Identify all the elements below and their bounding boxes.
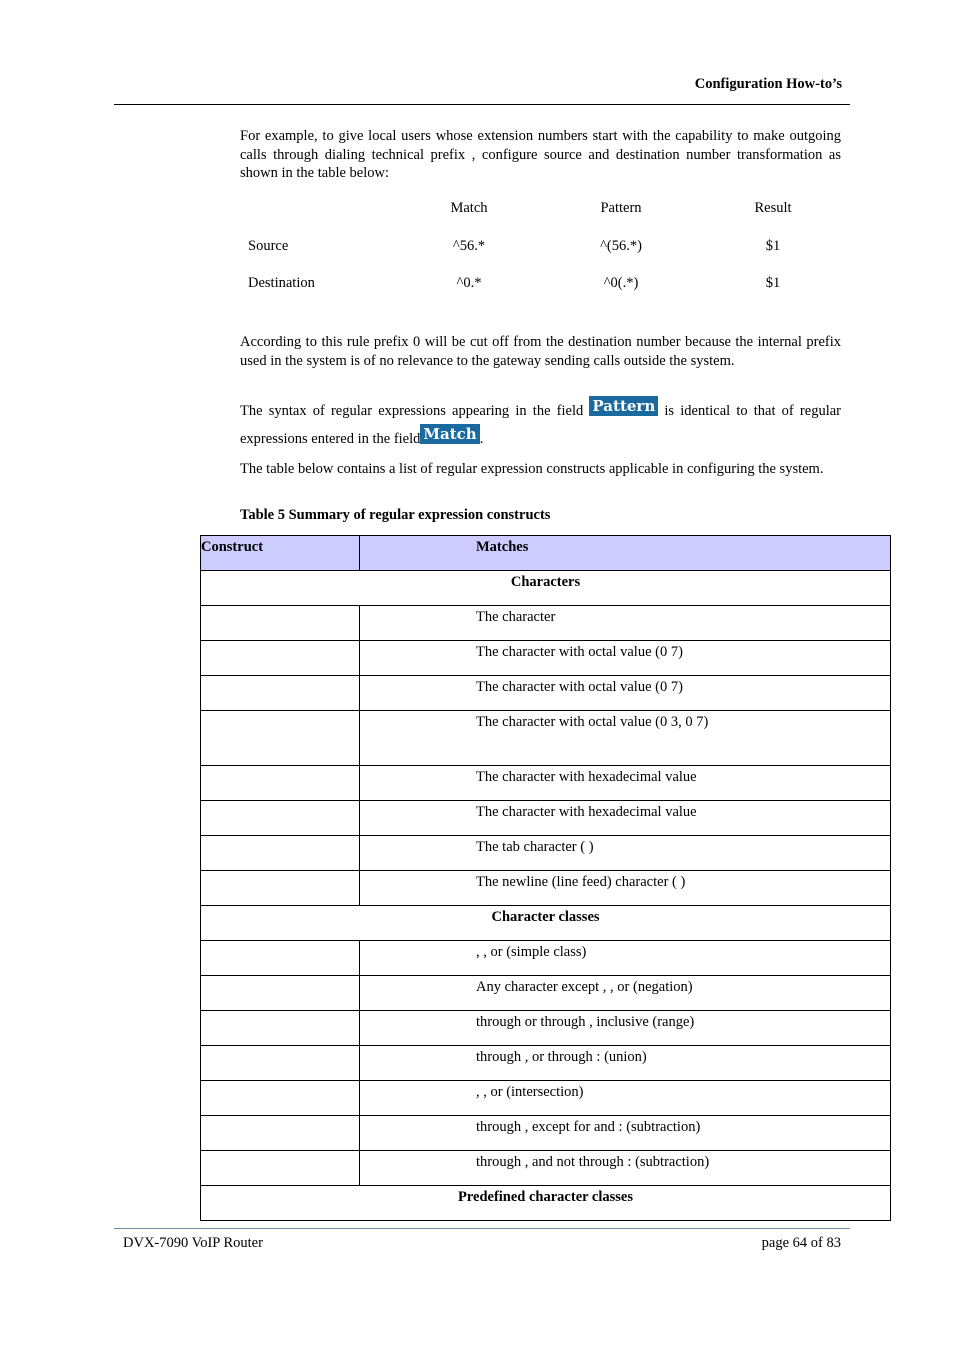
row-label: Source <box>248 237 289 254</box>
header-result: Result <box>754 200 792 216</box>
construct-cell <box>201 1151 360 1186</box>
section-row <box>201 906 891 941</box>
row-result: $1 <box>765 237 781 254</box>
list-intro-text: The table below contains a list of regular expression constructs applicable in configuring the system. <box>240 461 824 477</box>
matches-cell: through , and not through : (subtraction) <box>360 1151 891 1186</box>
row-result: $1 <box>765 275 781 291</box>
header-pattern: Pattern <box>600 200 642 216</box>
matches-cell: The character with hexadecimal value <box>360 766 891 801</box>
construct-cell <box>201 1116 360 1151</box>
row-match: ^56.* <box>452 237 486 254</box>
table-row <box>201 976 891 1011</box>
section-row <box>201 571 891 606</box>
transformation-row-destination <box>240 275 841 313</box>
table-caption: Table 5 Summary of regular expression constructs <box>240 507 551 523</box>
table-row <box>201 1081 891 1116</box>
list-intro-paragraph <box>240 460 841 479</box>
construct-cell <box>201 1011 360 1046</box>
section-title-characters: Characters <box>201 571 891 606</box>
construct-cell <box>201 1081 360 1116</box>
section-title-character-classes: Character classes <box>201 906 891 941</box>
table-header-row <box>201 536 891 571</box>
header-construct: Construct <box>201 536 360 571</box>
table-row <box>201 1151 891 1186</box>
construct-cell <box>201 871 360 906</box>
section-title-predefined-classes: Predefined character classes <box>201 1186 891 1221</box>
syntax-text-a: The syntax of regular expressions appearing in the field <box>240 403 584 419</box>
section-row <box>201 1186 891 1221</box>
header-divider <box>114 104 850 105</box>
construct-cell <box>201 711 360 766</box>
running-header-title: Configuration How-to’s <box>694 76 842 92</box>
matches-cell: , , or (simple class) <box>360 941 891 976</box>
regex-constructs-table <box>200 535 891 1221</box>
footer-divider <box>114 1228 850 1229</box>
construct-cell <box>201 606 360 641</box>
table-row <box>201 766 891 801</box>
matches-cell: Any character except , , or (negation) <box>360 976 891 1011</box>
table-row <box>201 801 891 836</box>
footer-page-number: page 64 of 83 <box>761 1235 841 1251</box>
matches-cell: The character with octal value (0 7) <box>360 676 891 711</box>
construct-cell <box>201 676 360 711</box>
syntax-text-b: is identical to that of regular expressions entered in the field <box>240 403 841 447</box>
pattern-field-badge: Pattern <box>589 396 658 416</box>
construct-cell <box>201 836 360 871</box>
table-row <box>201 676 891 711</box>
table-row <box>201 941 891 976</box>
table-row <box>201 836 891 871</box>
construct-cell <box>201 976 360 1011</box>
intro-paragraph <box>240 127 841 183</box>
table-row <box>201 871 891 906</box>
matches-cell: The character with octal value (0 3, 0 7) <box>360 711 891 766</box>
row-pattern: ^0(.*) <box>603 275 639 291</box>
construct-cell <box>201 1046 360 1081</box>
construct-cell <box>201 801 360 836</box>
matches-cell: The character with octal value (0 7) <box>360 641 891 676</box>
syntax-text-c: . <box>479 431 484 447</box>
matches-cell: The character <box>360 606 891 641</box>
table-row <box>201 1046 891 1081</box>
match-field-badge: Match <box>420 424 479 444</box>
header-matches: Matches <box>360 536 891 571</box>
matches-cell: The tab character ( ) <box>360 836 891 871</box>
matches-cell: through , or through : (union) <box>360 1046 891 1081</box>
transformation-header-row <box>240 200 841 238</box>
header-match: Match <box>450 200 488 216</box>
transformation-table <box>240 200 841 313</box>
rule-paragraph <box>240 333 841 370</box>
syntax-paragraph <box>240 396 841 452</box>
construct-cell <box>201 941 360 976</box>
table-row <box>201 606 891 641</box>
matches-cell: The character with hexadecimal value <box>360 801 891 836</box>
construct-cell <box>201 641 360 676</box>
matches-cell: , , or (intersection) <box>360 1081 891 1116</box>
rule-text: According to this rule prefix 0 will be cut off from the destination number because the internal prefix used in the system is of no relevance to the gateway sending calls outside the system. <box>240 334 841 369</box>
table-row <box>201 711 891 766</box>
matches-cell: through or through , inclusive (range) <box>360 1011 891 1046</box>
construct-cell <box>201 766 360 801</box>
table-row <box>201 641 891 676</box>
matches-cell: through , except for and : (subtraction) <box>360 1116 891 1151</box>
footer-product-name: DVX-7090 VoIP Router <box>123 1235 263 1251</box>
table-row <box>201 1116 891 1151</box>
matches-cell: The newline (line feed) character ( ) <box>360 871 891 906</box>
row-match: ^0.* <box>456 275 482 291</box>
transformation-row-source <box>240 238 841 276</box>
table-row <box>201 1011 891 1046</box>
intro-text: For example, to give local users whose extension numbers start with the capability to make outgoing calls through dialing technical prefix , configure source and destination number transformation as shown in the table below: <box>240 128 841 181</box>
row-pattern: ^(56.*) <box>600 237 642 254</box>
row-label: Destination <box>248 275 315 291</box>
